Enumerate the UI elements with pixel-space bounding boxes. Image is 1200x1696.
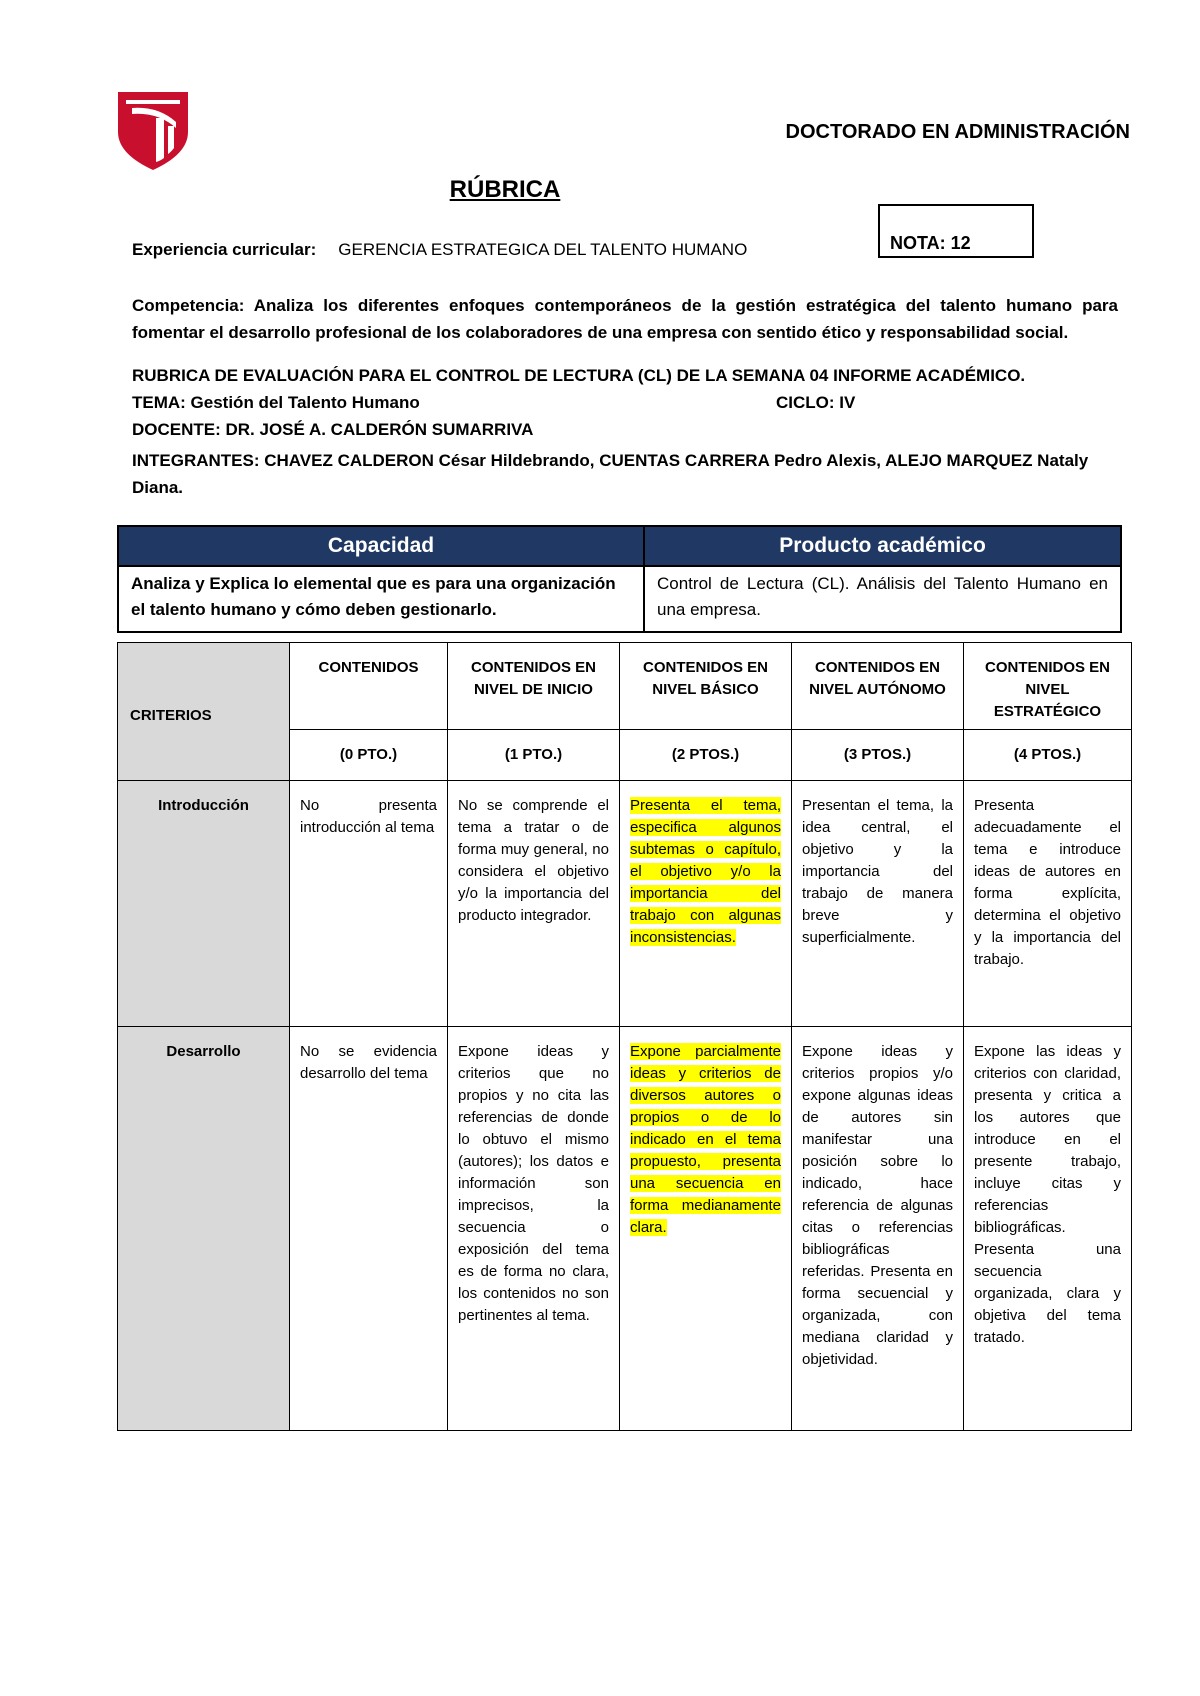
criteria-header: CRITERIOS — [118, 643, 290, 781]
rubric-cell: Expone las ideas y criterios con claridad, presenta y critica a los autores que introduce en el presente trabajo, incluye citas y referencias bibliográficas. Presenta una secuencia organizada, clara y objetiva del tema tratado. — [964, 1027, 1132, 1431]
docente-line: DOCENTE: DR. JOSÉ A. CALDERÓN SUMARRIVA — [132, 420, 534, 439]
rubric-cell-selected — [620, 781, 792, 1027]
criterion-desarrollo: Desarrollo — [118, 1027, 290, 1431]
ciclo-line: CICLO: IV — [776, 393, 856, 412]
table-row — [118, 781, 1132, 1027]
capacidad-cell: Analiza y Explica lo elemental que es para una organización el talento humano y cómo deben gestionarlo. — [118, 566, 644, 632]
capacidad-header: Capacidad — [118, 526, 644, 566]
rubric-cell: Expone ideas y criterios que no propios y no cita las referencias de donde lo obtuvo el mismo (autores); los datos e información son imprecisos, la secuencia o exposición del tema es de forma no clara, los contenidos no son pertinentes al tema. — [448, 1027, 620, 1431]
producto-header: Producto académico — [644, 526, 1121, 566]
level-points: (0 PTO.) — [290, 730, 448, 781]
level-points: (1 PTO.) — [448, 730, 620, 781]
page-title: RÚBRICA — [449, 176, 561, 203]
university-shield-logo — [118, 92, 188, 170]
rubric-cell: No se evidencia desarrollo del tema — [290, 1027, 448, 1431]
rubric-cell: Presenta adecuadamente el tema e introduce ideas de autores en forma explícita, determina el objetivo y la importancia del trabajo. — [964, 781, 1132, 1027]
rubric-cell-selected — [620, 1027, 792, 1431]
criterion-introduccion: Introducción — [118, 781, 290, 1027]
experiencia-label: Experiencia curricular: — [132, 240, 317, 259]
level-points: (4 PTOS.) — [964, 730, 1132, 781]
level-points: (2 PTOS.) — [620, 730, 792, 781]
rubrica-line: RUBRICA DE EVALUACIÓN PARA EL CONTROL DE LECTURA (CL) DE LA SEMANA 04 INFORME ACADÉMICO. — [132, 366, 1026, 385]
rubric-cell: No presenta introducción al tema — [290, 781, 448, 1027]
highlighted-text: Expone parcialmente ideas y criterios de diversos autores o propios o de lo indicado en el tema propuesto, presenta una secuencia en forma medianamente clara. — [630, 1043, 781, 1236]
highlighted-text: Presenta el tema, especifica algunos subtemas o capítulo, el objetivo y/o la importancia del trabajo con algunas inconsistencias. — [630, 797, 781, 946]
level-header: CONTENIDOS EN NIVEL DE INICIO — [448, 643, 620, 730]
rubric-cell: Presentan el tema, la idea central, el objetivo y la importancia del trabajo de manera breve y superficialmente. — [792, 781, 964, 1027]
producto-cell: Control de Lectura (CL). Análisis del Talento Humano en una empresa. — [644, 566, 1121, 632]
level-header: CONTENIDOS EN NIVEL AUTÓNOMO — [792, 643, 964, 730]
level-header: CONTENIDOS — [290, 643, 448, 730]
rubric-table — [117, 642, 1132, 1431]
tema-line: TEMA: Gestión del Talento Humano — [132, 393, 420, 412]
nota-box: NOTA: 12 — [878, 204, 1034, 258]
integrantes-line: INTEGRANTES: CHAVEZ CALDERON César Hildebrando, CUENTAS CARRERA Pedro Alexis, ALEJO MARQUEZ Nataly Diana. — [132, 451, 1089, 497]
capacidad-table — [117, 525, 1122, 633]
experiencia-curricular — [132, 240, 747, 260]
level-header: CONTENIDOS EN NIVEL ESTRATÉGICO — [964, 643, 1132, 730]
competencia-text: Competencia: Analiza los diferentes enfoques contemporáneos de la gestión estratégica del talento humano para fomentar el desarrollo profesional de los colaboradores de una empresa con sentido ético y responsabilidad social. — [132, 296, 1118, 342]
level-points: (3 PTOS.) — [792, 730, 964, 781]
table-row — [118, 1027, 1132, 1431]
level-header: CONTENIDOS EN NIVEL BÁSICO — [620, 643, 792, 730]
rubric-cell: Expone ideas y criterios propios y/o expone algunas ideas de autores sin manifestar una posición sobre lo indicado, hace referencia de algunas citas o referencias bibliográficas referidas. Presenta en forma secuencial y organizada, con mediana claridad y objetividad. — [792, 1027, 964, 1431]
rubric-cell: No se comprende el tema a tratar o de forma muy general, no considera el objetivo y/o la importancia del producto integrador. — [448, 781, 620, 1027]
program-name: DOCTORADO EN ADMINISTRACIÓN — [785, 121, 1130, 143]
experiencia-value: GERENCIA ESTRATEGICA DEL TALENTO HUMANO — [338, 240, 748, 259]
